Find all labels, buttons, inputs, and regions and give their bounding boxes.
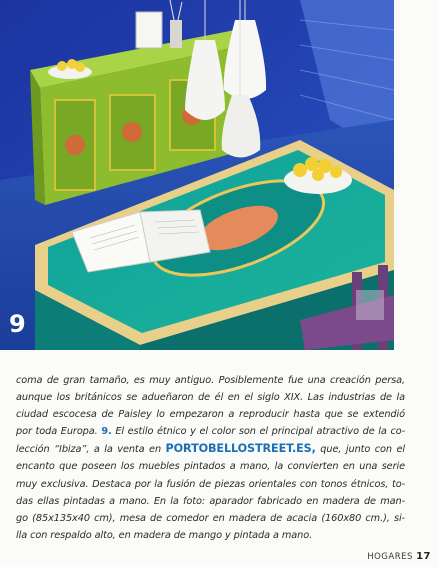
text-line: das ellas pintadas a mano. En la foto: aparador fabricado en madera de man- — [16, 495, 405, 507]
photo-number: 9 — [9, 310, 26, 338]
text-line — [16, 440, 405, 458]
text-line: go (85x135x40 cm), mesa de comedor en madera de acacia (160x80 cm.), si- — [16, 512, 405, 524]
text-line: ciudad escocesa de Paisley lo empezaron a reproducir hasta que se extendió — [16, 409, 405, 421]
magazine-name: HOGARES — [367, 552, 413, 562]
picture-frame — [136, 12, 162, 48]
page-folio — [367, 551, 431, 562]
text-line: coma de gran tamaño, es muy antiguo. Posiblemente fue una creación persa, — [16, 375, 405, 386]
page-number: 17 — [416, 551, 431, 562]
vase-sticks — [170, 20, 182, 48]
article-body — [16, 372, 405, 544]
figure-reference: 9. — [101, 426, 112, 438]
text-line: aunque los británicos se adueñaron de él en el siglo XIX. Las industrias de la — [16, 392, 405, 404]
text-fragment: El estilo étnico y el color son el principal atractivo de la co- — [111, 426, 405, 438]
text-line — [16, 423, 405, 440]
text-line: lla con respaldo alto, en madera de mango y pintada a mano. — [16, 529, 313, 541]
text-fragment: por toda Europa. — [16, 426, 98, 438]
text-fragment: lección “Ibiza”, a la venta en — [16, 444, 166, 456]
brand-link[interactable]: PORTOBELLOSTREET.ES, — [165, 442, 316, 456]
text-line: muy exclusiva. Destaca por la fusión de piezas orientales con tonos étnicos, to- — [16, 478, 405, 490]
text-line: encanto que poseen los muebles pintados a mano, la convierten en una serie — [16, 461, 405, 473]
text-fragment: que, junto con el — [315, 444, 405, 456]
